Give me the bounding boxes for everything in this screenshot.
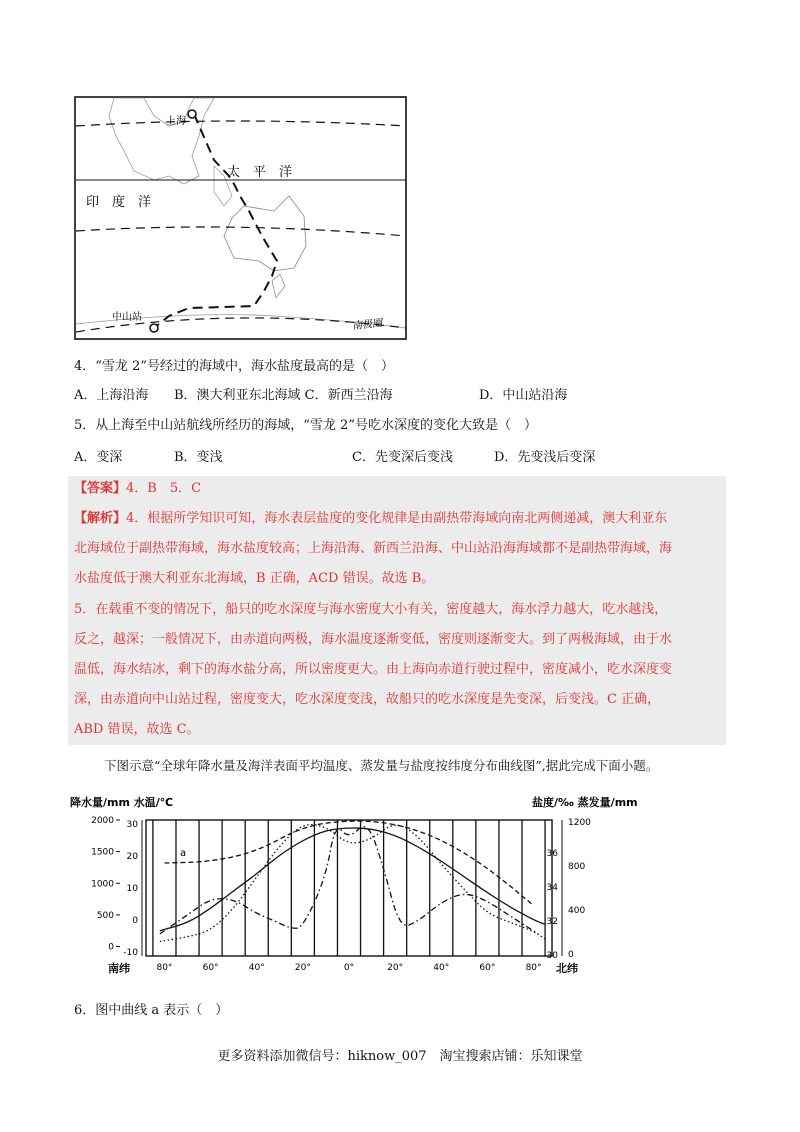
temp-tick-label: 30 (126, 820, 138, 830)
plot-frame (146, 820, 552, 956)
x-tick-label: 80° (156, 963, 173, 973)
evap-tick-label: 1200 (568, 818, 591, 828)
temp-tick-label: 10 (126, 884, 138, 894)
page-footer: 更多资料添加微信号：hiknow_007 淘宝搜索店铺：乐知课堂 (217, 1049, 583, 1064)
x-tick-label: 0° (343, 963, 355, 973)
analysis-tag: 【解析】 (74, 511, 127, 526)
q5-option-d[interactable]: D．先变浅后变深 (494, 450, 596, 465)
analysis-text-8: ABD 错误，故选 C。 (74, 722, 200, 737)
x-start-label: 南纬 (108, 962, 130, 975)
answer-text: 4．B 5．C (126, 481, 202, 496)
salinity-tick-label: 32 (546, 917, 558, 927)
x-tick-label: 80° (525, 963, 542, 973)
x-tick-label: 40° (433, 963, 450, 973)
x-tick-label: 20° (387, 963, 404, 973)
latitude-chart (66, 794, 638, 980)
q4-option-d[interactable]: D．中山站沿海 (479, 388, 568, 403)
analysis-text-3: 水盐度低于澳大利亚东北海域，B 正确，ACD 错误。故选 B。 (74, 571, 435, 586)
chart-frame (142, 820, 562, 956)
x-tick-label: 60° (479, 963, 496, 973)
temp-tick-label: -10 (123, 948, 138, 958)
salinity-tick-label: 30 (546, 951, 558, 961)
analysis-text-6: 温低，海水结冰，剩下的海水盐分高，所以密度更大。由上海向赤道行驶过程中，密度减小，吃水深度变 (74, 662, 673, 677)
route-map (74, 96, 407, 340)
route-map-svg (74, 96, 407, 340)
temp-tick-label: 0 (132, 916, 138, 926)
q5-stem: 5．从上海至中山站航线所经历的海域，“雪龙 2”号吃水深度的变化大致是（ ） (74, 418, 537, 433)
q5-option-b[interactable]: B．变浅 (174, 450, 223, 465)
evap-tick-label: 800 (568, 862, 586, 872)
analysis-text-7: 深，由赤道向中山站过程，密度变大，吃水深度变浅，故船只的吃水深度是先变深，后变浅。C 正确， (74, 692, 661, 707)
label-antarctic-circle: 南极圈 (351, 318, 383, 333)
q4-option-a[interactable]: A．上海沿海 (74, 388, 149, 403)
x-end-label: 北纬 (556, 962, 578, 975)
precip-tick-label: 1000 (91, 879, 114, 890)
zhongshan-marker (150, 324, 158, 332)
right-axis-label: 盐度/‰ 蒸发量/mm (532, 796, 638, 809)
q4-option-b-c[interactable]: B．澳大利亚东北海域 C．新西兰沿海 (174, 388, 393, 403)
latitude-chart-svg (66, 794, 638, 980)
salinity-tick-label: 34 (546, 883, 558, 893)
shanghai-marker (188, 110, 196, 118)
precip-tick-label: 1500 (91, 847, 114, 858)
curve-a-label: a (180, 848, 187, 859)
chart-series (160, 821, 545, 941)
label-zhongshan: 中山站 (112, 312, 142, 323)
salinity-tick-label: 36 (546, 849, 558, 859)
q5-options (74, 448, 734, 468)
q6-stem: 6．图中曲线 a 表示（ ） (74, 1003, 229, 1018)
q5-option-a[interactable]: A．变深 (74, 450, 123, 465)
evap-tick-label: 0 (568, 950, 574, 960)
series-line-蒸发量 (160, 825, 545, 942)
precip-tick-label: 500 (96, 910, 114, 921)
q5-option-c[interactable]: C．先变深后变浅 (352, 450, 453, 465)
analysis-text-5: 反之，越深；一般情况下，由赤道向两极，海水温度逐渐变低，密度则逐渐变大。到了两极海域，由于水 (74, 632, 673, 647)
map-frame (75, 97, 406, 339)
analysis-line-1 (74, 509, 667, 529)
answer-line (74, 479, 201, 499)
x-tick-label: 40° (248, 963, 265, 973)
label-pacific: 太 平 洋 (227, 165, 293, 180)
series-line-降水量 (160, 827, 538, 934)
x-tick-label: 60° (202, 963, 219, 973)
q4-options (74, 386, 734, 406)
precip-tick-label: 0 (108, 942, 114, 953)
series-line-a (165, 821, 534, 905)
precip-tick-label: 2000 (91, 816, 114, 826)
chart-intro: 下图示意“全球年降水量及海洋表面平均温度、蒸发量与盐度按纬度分布曲线图”,据此完成下面小题。 (104, 758, 659, 773)
series-line-水温 (160, 828, 545, 931)
left-axis-label: 降水量/mm 水温/℃ (70, 796, 174, 809)
x-tick-label: 20° (294, 963, 311, 973)
temp-tick-label: 20 (126, 852, 138, 862)
evap-tick-label: 400 (568, 906, 586, 916)
q4-stem: 4．“雪龙 2”号经过的海域中，海水盐度最高的是（ ） (74, 359, 394, 374)
label-indian-ocean: 印 度 洋 (86, 195, 152, 210)
chart-ticks (91, 816, 591, 973)
analysis-text-4: 5．在载重不变的情况下，船只的吃水深度与海水密度大小有关，密度越大，海水浮力越大，吃水越浅， (74, 602, 668, 617)
analysis-text-2: 北海域位于副热带海域，海水盐度较高；上海沿海、新西兰沿海、中山站沿海海域都不是副热带海域，海 (74, 541, 673, 556)
label-shanghai: 上海 (166, 116, 186, 127)
analysis-text-1: 4．根据所学知识可知，海水表层盐度的变化规律是由副热带海域向南北两侧递减，澳大利亚东 (126, 511, 668, 526)
answer-tag: 【答案】 (74, 481, 127, 496)
